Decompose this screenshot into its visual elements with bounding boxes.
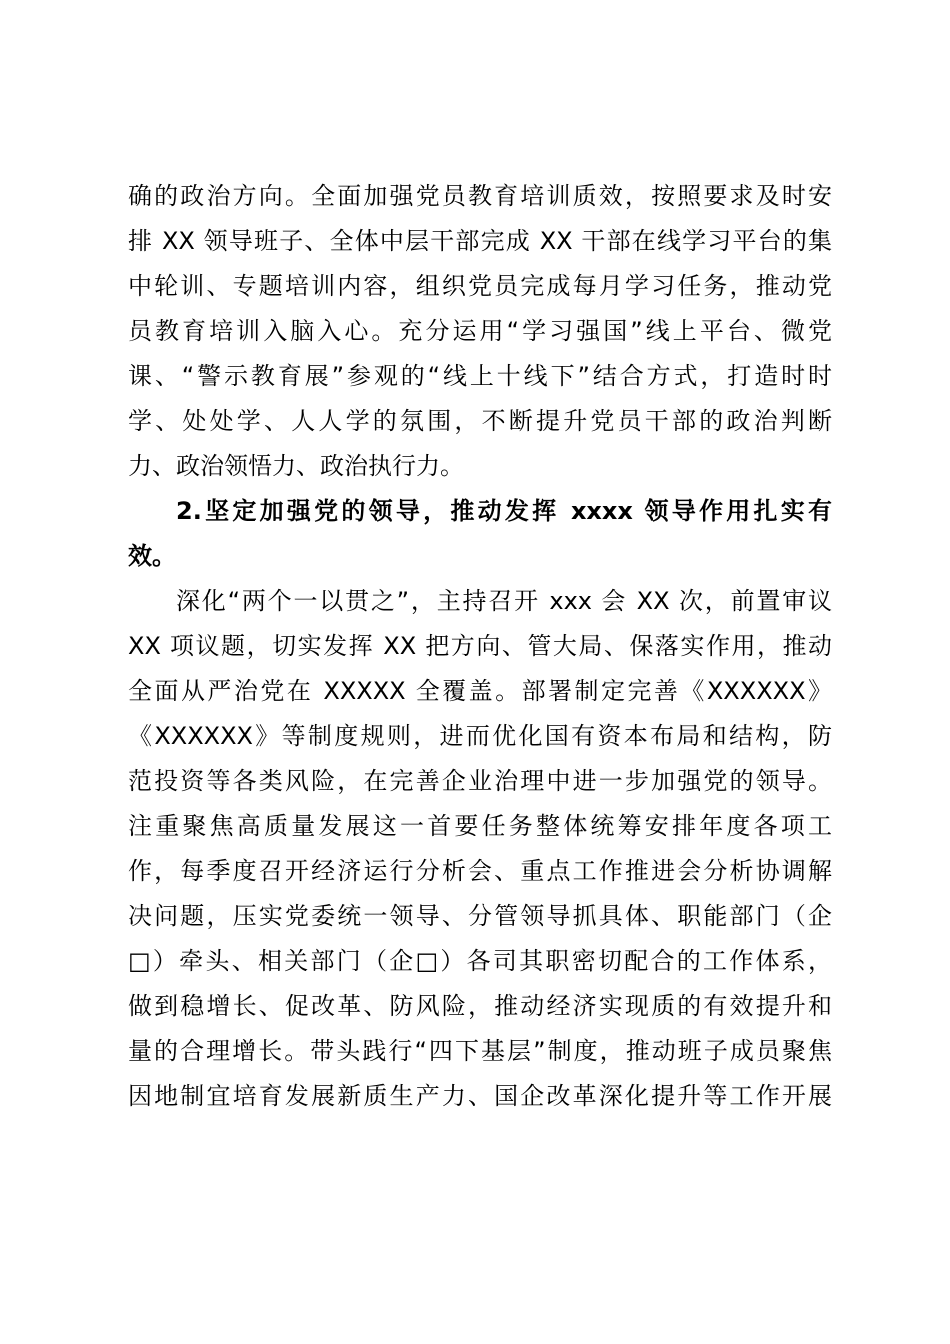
section-heading-2 (128, 489, 832, 579)
text-line: 学、处处学、人人学的氛围，不断提升党员干部的政治判断 (128, 407, 832, 435)
text-line: 力、政治领悟力、政治执行力。 (128, 452, 464, 480)
document-body (128, 174, 832, 1119)
text-line: 中轮训、专题培训内容，组织党员完成每月学习任务，推动党 (128, 272, 832, 300)
text-line: XX 项议题，切实发挥 XX 把方向、管大局、保落实作用，推动 (128, 632, 832, 660)
text-line: 注重聚焦高质量发展这一首要任务整体统筹安排年度各项工 (128, 812, 832, 840)
text-line: 范投资等各类风险，在完善企业治理中进一步加强党的领导。 (128, 767, 832, 795)
paragraph-2 (128, 579, 832, 1119)
text-line: 深化“两个一以贯之”，主持召开 xxx 会 XX 次，前置审议 (176, 587, 832, 615)
text-line: 《XXXXXX》等制度规则，进而优化国有资本布局和结构，防 (128, 722, 832, 750)
text-line: □）牵头、相关部门（企□）各司其职密切配合的工作体系， (128, 947, 832, 975)
text-line: 做到稳增长、促改革、防风险，推动经济实现质的有效提升和 (128, 992, 832, 1020)
text-line: 课、“警示教育展”参观的“线上十线下”结合方式，打造时时 (128, 362, 832, 390)
text-line: 量的合理增长。带头践行“四下基层”制度，推动班子成员聚焦 (128, 1037, 832, 1065)
text-line: 排 XX 领导班子、全体中层干部完成 XX 干部在线学习平台的集 (128, 227, 832, 255)
paragraph-1 (128, 174, 832, 489)
text-line: 员教育培训入脑入心。充分运用“学习强国”线上平台、微党 (128, 317, 832, 345)
text-line: 因地制宜培育发展新质生产力、国企改革深化提升等工作开展 (128, 1082, 832, 1110)
text-line: 确的政治方向。全面加强党员教育培训质效，按照要求及时安 (128, 182, 832, 210)
text-line: 作，每季度召开经济运行分析会、重点工作推进会分析协调解 (128, 857, 832, 885)
heading-line: 2.坚定加强党的领导，推动发挥 xxxx 领导作用扎实有 (176, 497, 832, 525)
heading-line: 效。 (128, 542, 176, 570)
text-line: 决问题，压实党委统一领导、分管领导抓具体、职能部门（企 (128, 902, 832, 930)
text-line: 全面从严治党在 XXXXX 全覆盖。部署制定完善《XXXXXX》 (128, 677, 832, 705)
